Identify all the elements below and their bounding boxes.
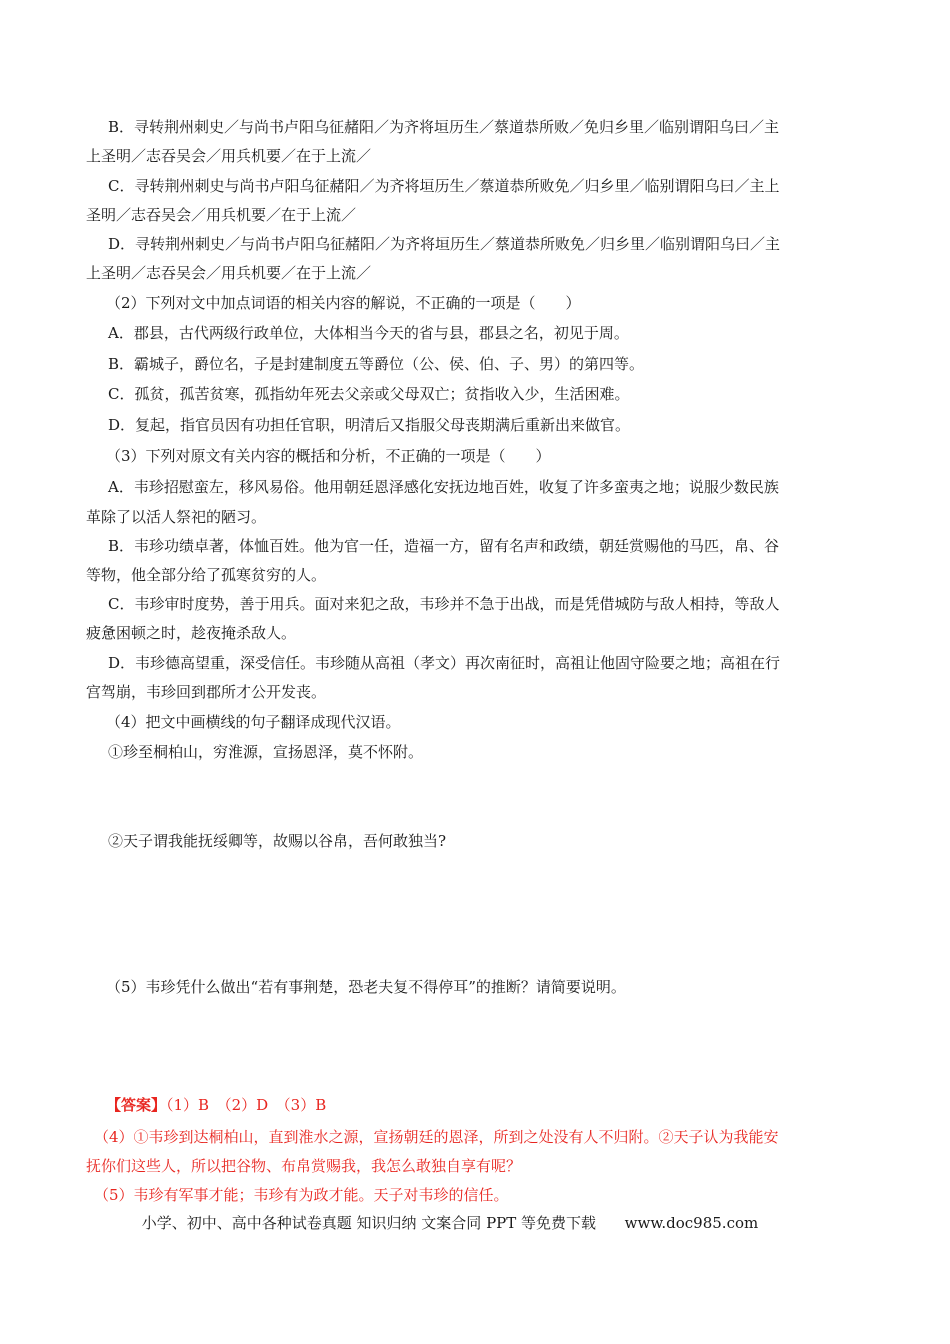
- document-page: [86, 0, 866, 1344]
- answer-choices: （1）B （2）D （3）B: [166, 1096, 327, 1114]
- q1-option-d-line1: D．寻转荆州刺史／与尚书卢阳乌征赭阳／为齐将垣历生／蔡道恭所败免／归乡里／临别谓阳乌曰／主: [108, 235, 781, 253]
- answer-5: （5）韦珍有军事才能；韦珍有为政才能。天子对韦珍的信任。: [94, 1186, 509, 1204]
- answer-4-line1: （4）①韦珍到达桐柏山，直到淮水之源，宣扬朝廷的恩泽，所到之处没有人不归附。②天子认为我能安: [94, 1128, 779, 1146]
- q1-option-c-line2: 圣明／志吞吴会／用兵机要／在于上流／: [86, 206, 357, 224]
- q3-option-b-line1: B．韦珍功绩卓著，体恤百姓。他为官一任，造福一方，留有名声和政绩，朝廷赏赐他的马匹，帛、谷: [108, 537, 780, 555]
- q5-stem: （5）韦珍凭什么做出“若有事荆楚，恐老夫复不得停耳”的推断？请简要说明。: [106, 978, 626, 996]
- q3-option-c-line1: C．韦珍审时度势，善于用兵。面对来犯之敌，韦珍并不急于出战，而是凭借城防与敌人相持，等敌人: [108, 595, 780, 613]
- q2-option-d: D．复起，指官员因有功担任官职，明清后又指服父母丧期满后重新出来做官。: [108, 416, 631, 434]
- q3-option-d-line1: D．韦珍德高望重，深受信任。韦珍随从高祖（孝文）再次南征时，高祖让他固守险要之地；高祖在行: [108, 654, 781, 672]
- q3-stem: （3）下列对原文有关内容的概括和分析，不正确的一项是（ ）: [106, 447, 551, 465]
- q1-option-d-line2: 上圣明／志吞吴会／用兵机要／在于上流／: [86, 264, 372, 282]
- q2-stem: （2）下列对文中加点词语的相关内容的解说，不正确的一项是（ ）: [106, 294, 581, 312]
- q1-option-b-line1: B．寻转荆州刺史／与尚书卢阳乌征赭阳／为齐将垣历生／蔡道恭所败／免归乡里／临别谓阳乌曰／主: [108, 118, 780, 136]
- footer-url[interactable]: www.doc985.com: [624, 1214, 759, 1232]
- q3-option-a-line1: A．韦珍招慰蛮左，移风易俗。他用朝廷恩泽感化安抚边地百姓，收复了许多蛮夷之地；说服少数民族: [108, 478, 779, 496]
- q4-sentence-2: ②天子谓我能抚绥卿等，故赐以谷帛，吾何敢独当?: [108, 832, 447, 850]
- q3-option-c-line2: 疲惫困顿之时，趁夜掩杀敌人。: [86, 624, 297, 642]
- answer-choices-line: [106, 1094, 886, 1116]
- q4-sentence-1: ①珍至桐柏山，穷淮源，宣扬恩泽，莫不怀附。: [108, 743, 424, 761]
- q3-option-a-line2: 革除了以活人祭祀的陋习。: [86, 508, 267, 526]
- answer-label: 【答案】: [106, 1096, 167, 1114]
- q4-stem: （4）把文中画横线的句子翻译成现代汉语。: [106, 713, 401, 731]
- footer: [60, 1212, 840, 1234]
- answer-4-line2: 抚你们这些人，所以把谷物、布帛赏赐我，我怎么敢独自享有呢？: [86, 1157, 522, 1175]
- q1-option-c-line1: C．寻转荆州刺史与尚书卢阳乌征赭阳／为齐将垣历生／蔡道恭所败免／归乡里／临别谓阳乌曰／主上: [108, 177, 780, 195]
- q2-option-a: A．郡县，古代两级行政单位，大体相当今天的省与县，郡县之名，初见于周。: [108, 324, 629, 342]
- q1-option-b-line2: 上圣明／志吞吴会／用兵机要／在于上流／: [86, 147, 372, 165]
- footer-text: 小学、初中、高中各种试卷真题 知识归纳 文案合同 PPT 等免费下载: [141, 1214, 597, 1232]
- q2-option-c: C．孤贫，孤苦贫寒，孤指幼年死去父亲或父母双亡；贫指收入少，生活困难。: [108, 385, 630, 403]
- q2-option-b: B．霸城子，爵位名，子是封建制度五等爵位（公、侯、伯、子、男）的第四等。: [108, 355, 645, 373]
- q3-option-b-line2: 等物，他全部分给了孤寒贫穷的人。: [86, 566, 327, 584]
- q3-option-d-line2: 宫驾崩，韦珍回到郡所才公开发丧。: [86, 683, 327, 701]
